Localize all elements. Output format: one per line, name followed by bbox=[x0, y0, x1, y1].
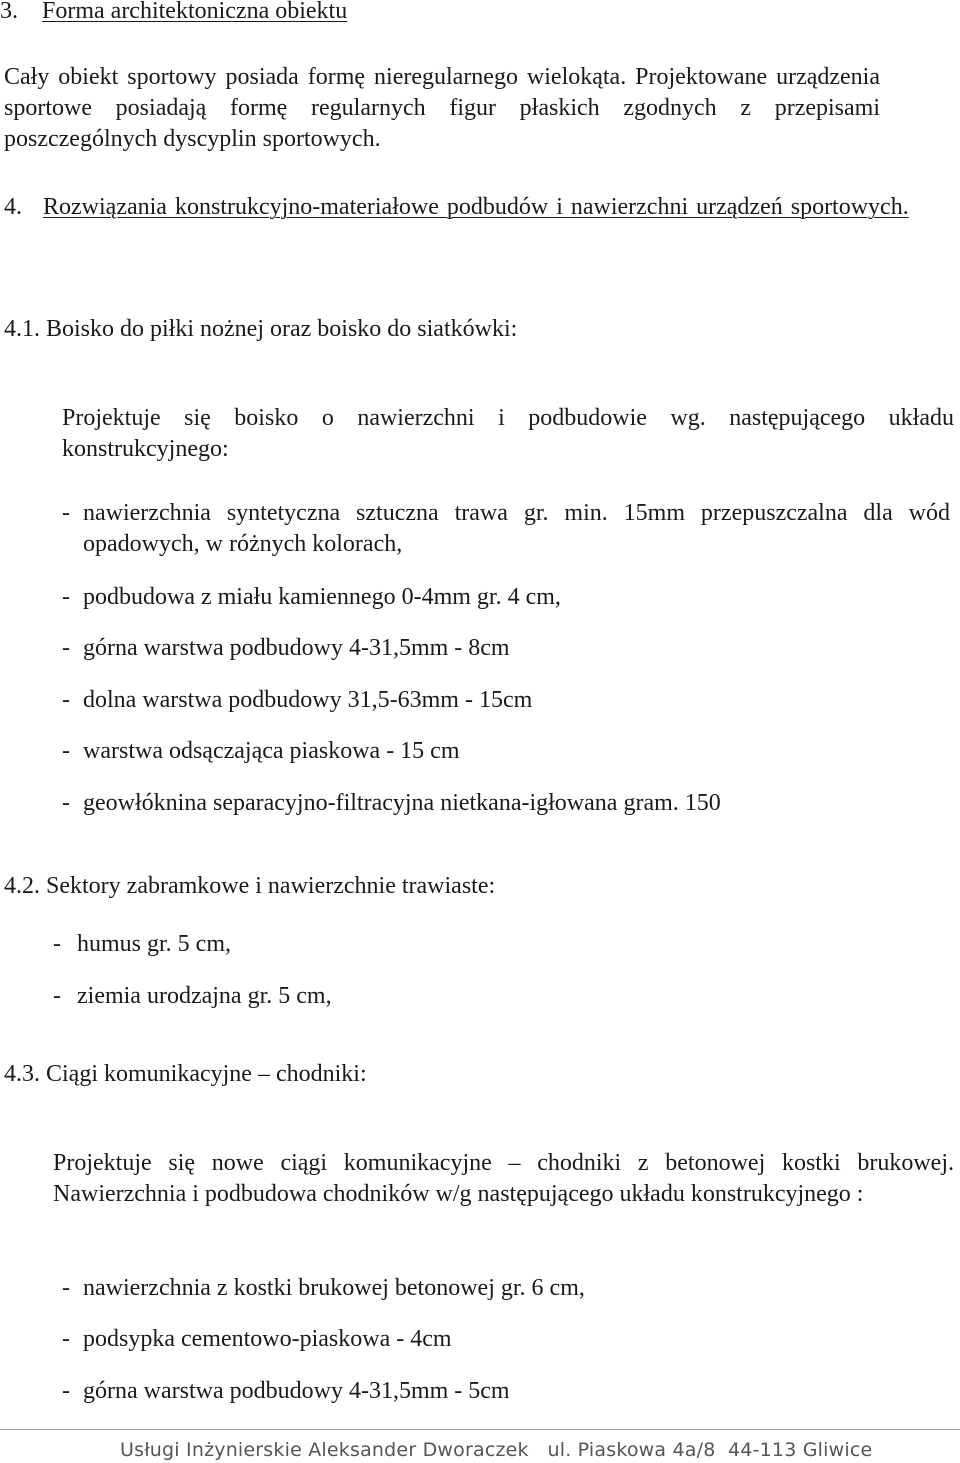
section-4-2-heading: 4.2. Sektory zabramkowe i nawierzchnie trawiaste: bbox=[4, 873, 496, 899]
list-dash: - bbox=[62, 1326, 70, 1352]
list-item-text: ziemia urodzajna gr. 5 cm, bbox=[77, 983, 332, 1009]
list-item-text: podbudowa z miału kamiennego 0-4mm gr. 4 cm, bbox=[83, 584, 561, 610]
footer-divider bbox=[0, 1429, 960, 1430]
footer bbox=[120, 1437, 872, 1463]
list-item bbox=[62, 685, 950, 716]
list-item-text: humus gr. 5 cm, bbox=[77, 931, 231, 957]
list-dash: - bbox=[62, 790, 70, 816]
section-4-1-heading: 4.1. Boisko do piłki nożnej oraz boisko do siatkówki: bbox=[4, 316, 518, 342]
section-4-3-heading: 4.3. Ciągi komunikacyjne – chodniki: bbox=[4, 1061, 367, 1087]
list-item bbox=[53, 981, 933, 1012]
list-item bbox=[53, 929, 933, 960]
list-dash: - bbox=[53, 983, 61, 1009]
list-dash: - bbox=[62, 584, 70, 610]
list-item bbox=[62, 1273, 950, 1304]
list-item bbox=[62, 1376, 950, 1407]
footer-company: Usługi Inżynierskie Aleksander Dworaczek bbox=[120, 1439, 529, 1461]
list-dash: - bbox=[62, 500, 70, 526]
list-item-text: nawierzchnia z kostki brukowej betonowej gr. 6 cm, bbox=[83, 1275, 585, 1301]
section-4-title: Rozwiązania konstrukcyjno-materiałowe podbudów i nawierzchni urządzeń sportowych. bbox=[43, 194, 909, 220]
list-dash: - bbox=[62, 738, 70, 764]
list-dash: - bbox=[53, 931, 61, 957]
list-item bbox=[62, 788, 950, 819]
list-dash: - bbox=[62, 1275, 70, 1301]
list-item-text: górna warstwa podbudowy 4-31,5mm - 5cm bbox=[83, 1378, 510, 1404]
list-item-text: górna warstwa podbudowy 4-31,5mm - 8cm bbox=[83, 635, 510, 661]
section-4-1-intro: Projektuje się boisko o nawierzchni i podbudowie wg. następującego układu konstrukcyjnego: bbox=[62, 405, 954, 462]
list-item bbox=[62, 736, 950, 767]
footer-address: ul. Piaskowa 4a/8 44-113 Gliwice bbox=[547, 1439, 873, 1461]
section-4-number: 4. bbox=[4, 194, 22, 220]
list-item bbox=[62, 633, 950, 664]
list-item-text: podsypka cementowo-piaskowa - 4cm bbox=[83, 1326, 452, 1352]
list-dash: - bbox=[62, 635, 70, 661]
section-3-title: Forma architektoniczna obiektu bbox=[42, 0, 348, 24]
section-4-3-intro: Projektuje się nowe ciągi komunikacyjne – chodniki z betonowej kostki brukowej. Nawierzchnia i podbudowa chodników w/g następującego układu konstrukcyjnego : bbox=[53, 1150, 954, 1207]
list-dash: - bbox=[62, 687, 70, 713]
list-item-text: nawierzchnia syntetyczna sztuczna trawa gr. min. 15mm przepuszczalna dla wód opadowych, w różnych kolorach, bbox=[83, 500, 950, 557]
section-3-paragraph: Cały obiekt sportowy posiada formę nieregularnego wielokąta. Projektowane urządzenia sportowe posiadają formę regularnych figur płaskich zgodnych z przepisami poszczególnych dyscyplin sportowych. bbox=[4, 64, 880, 152]
section-3-number: 3. bbox=[0, 0, 18, 24]
list-item bbox=[62, 582, 950, 613]
list-item-text: warstwa odsączająca piaskowa - 15 cm bbox=[83, 738, 460, 764]
list-item bbox=[62, 1324, 950, 1355]
list-item-text: geowłóknina separacyjno-filtracyjna nietkana-igłowana gram. 150 bbox=[83, 790, 721, 816]
list-item bbox=[62, 498, 950, 560]
list-dash: - bbox=[62, 1378, 70, 1404]
list-item-text: dolna warstwa podbudowy 31,5-63mm - 15cm bbox=[83, 687, 533, 713]
section-3-heading bbox=[0, 0, 960, 27]
section-4-heading bbox=[4, 192, 954, 223]
